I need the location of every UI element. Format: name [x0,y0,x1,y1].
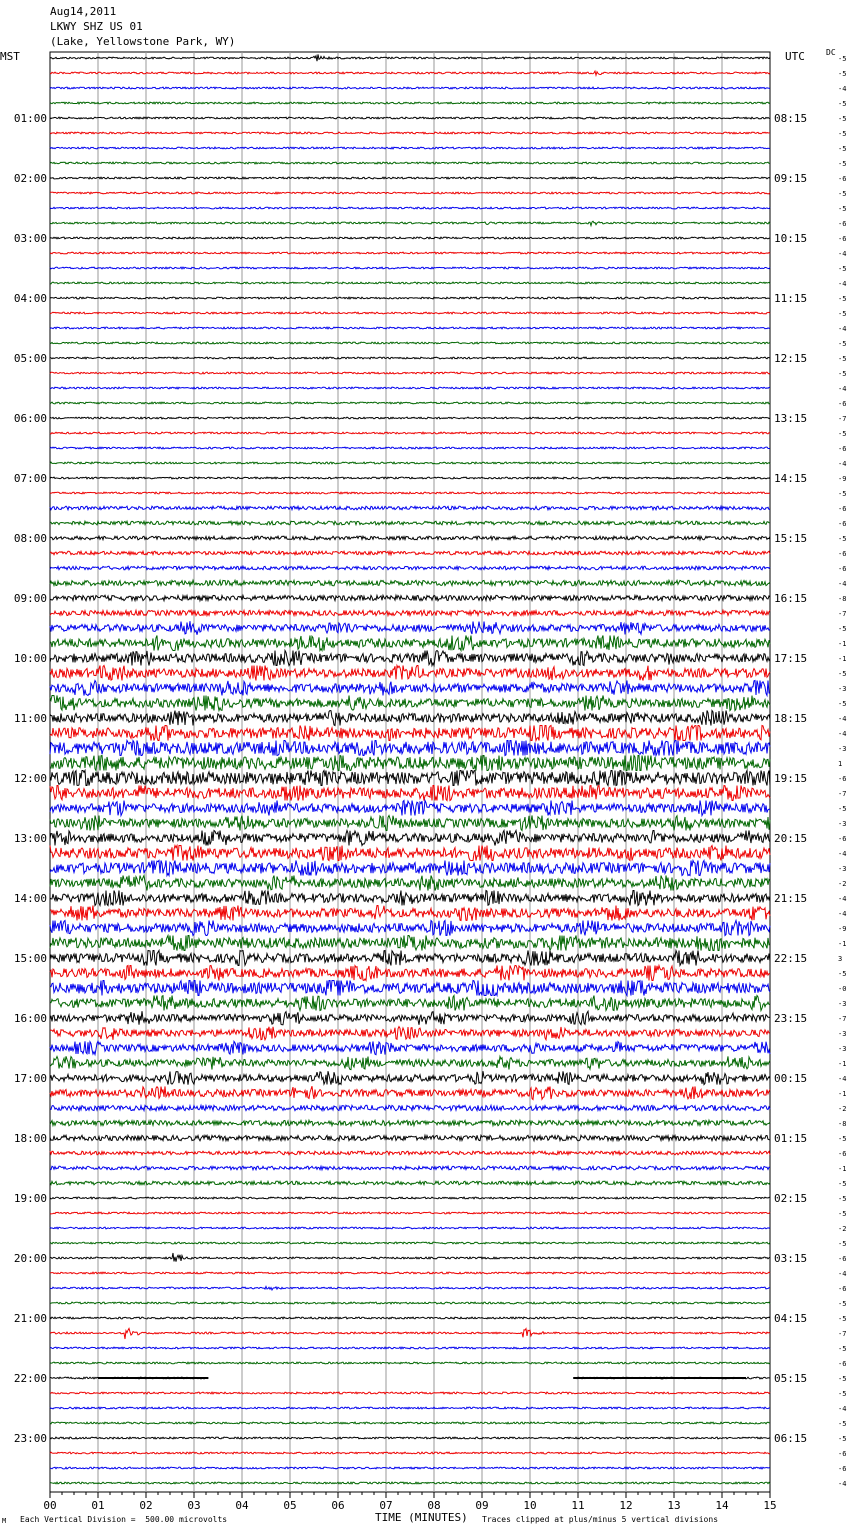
seismic-trace [50,1317,770,1319]
dc-offset-label: -6 [838,445,847,453]
utc-hour-label: 09:15 [774,172,808,185]
seismic-trace [50,801,770,816]
dc-offset-label: -6 [838,565,847,573]
dc-offset-label: -5 [838,265,847,273]
seismic-trace [50,1287,770,1291]
dc-offset-label: -1 [838,655,847,663]
utc-hour-label: 00:15 [774,1072,808,1085]
dc-offset-label: -3 [838,685,847,693]
seismic-trace [50,417,770,419]
seismic-trace [50,1120,770,1125]
dc-offset-label: -5 [838,700,847,708]
x-tick-label: 02 [139,1499,153,1512]
seismic-trace [50,492,770,494]
utc-axis-label: UTC [785,50,805,63]
mst-hour-label: 20:00 [13,1252,47,1265]
x-tick-label: 11 [571,1499,585,1512]
dc-offset-label: -4 [838,850,847,858]
dc-offset-label: -5 [838,1195,847,1203]
mst-hour-label: 16:00 [13,1012,47,1025]
utc-hour-label: 14:15 [774,472,808,485]
dc-offset-label: -5 [838,70,847,78]
dc-offset-label: -5 [838,1300,847,1308]
mst-hour-label: 07:00 [13,472,47,485]
seismic-trace [50,221,770,225]
dc-offset-label: -6 [838,1285,847,1293]
header-station: LKWY SHZ US 01 [50,20,143,33]
dc-offset-label: -5 [838,1240,847,1248]
seismic-trace [50,237,770,239]
dc-offset-label: -3 [838,1045,847,1053]
dc-offset-label: -1 [838,640,847,648]
x-tick-label: 00 [43,1499,57,1512]
seismic-trace [50,1253,770,1262]
seismic-trace [50,1347,770,1349]
dc-offset-label: -5 [838,805,847,813]
dc-offset-label: -7 [838,1330,847,1338]
dc-offset-label: -4 [838,250,847,258]
dc-offset-label: -1 [838,1060,847,1068]
dc-offset-label: -4 [838,910,847,918]
dc-label: DC [826,48,836,57]
seismic-trace [50,756,770,771]
dc-offset-label: -6 [838,520,847,528]
utc-hour-label: 23:15 [774,1012,808,1025]
seismic-trace [50,1056,770,1069]
seismic-trace [50,252,770,254]
dc-offset-label: -2 [838,1225,847,1233]
mst-hour-label: 06:00 [13,412,47,425]
utc-hour-label: 11:15 [774,292,808,305]
seismic-trace [50,327,770,329]
seismic-trace [50,551,770,555]
seismic-trace [50,1027,770,1040]
utc-hour-label: 13:15 [774,412,808,425]
mst-hour-label: 12:00 [13,772,47,785]
seismic-trace [50,580,770,585]
x-tick-label: 01 [91,1499,105,1512]
dc-offset-label: 3 [838,955,843,963]
dc-offset-label: -5 [838,1435,847,1443]
dc-offset-label: -4 [838,730,847,738]
dc-offset-label: -4 [838,385,847,393]
dc-offset-label: -5 [838,1390,847,1398]
dc-offset-label: -3 [838,745,847,753]
scale-note: Each Vertical Division = 500.00 microvolts [20,1515,228,1524]
dc-offset-label: -6 [838,220,847,228]
seismic-trace [50,711,770,726]
seismic-trace [50,1135,770,1140]
dc-offset-label: -6 [838,400,847,408]
utc-hour-label: 06:15 [774,1432,808,1445]
seismic-trace [50,1452,770,1454]
clip-note: Traces clipped at plus/minus 5 vertical divisions [482,1515,719,1524]
dc-offset-label: -4 [838,1480,847,1488]
dc-offset-label: -5 [838,625,847,633]
dc-offset-label: -4 [838,1075,847,1083]
dc-offset-label: -6 [838,835,847,843]
x-tick-label: 09 [475,1499,489,1512]
seismic-trace [50,1362,770,1364]
dc-offset-label: -4 [838,280,847,288]
seismic-trace [50,651,770,666]
dc-offset-label: -5 [838,55,847,63]
mst-hour-label: 19:00 [13,1192,47,1205]
dc-offset-label: -5 [838,1210,847,1218]
seismic-trace [50,831,770,846]
utc-hour-label: 20:15 [774,832,808,845]
seismic-trace [50,610,770,615]
seismic-trace [50,402,770,404]
x-tick-label: 04 [235,1499,249,1512]
seismic-trace [50,636,770,651]
dc-offset-label: -4 [838,325,847,333]
seismic-trace [50,621,770,635]
mst-hour-label: 05:00 [13,352,47,365]
utc-hour-label: 10:15 [774,232,808,245]
seismic-trace [50,906,770,921]
dc-offset-label: -3 [838,820,847,828]
dc-offset-label: -5 [838,295,847,303]
seismic-trace [50,54,770,61]
seismic-trace [50,1437,770,1439]
seismic-trace [50,297,770,299]
dc-offset-label: -5 [838,340,847,348]
seismic-trace [50,132,770,134]
mst-hour-label: 21:00 [13,1312,47,1325]
dc-offset-label: -4 [838,580,847,588]
seismic-trace [50,1242,770,1244]
dc-offset-label: -7 [838,790,847,798]
x-tick-label: 10 [523,1499,537,1512]
dc-offset-label: -5 [838,1420,847,1428]
utc-hour-label: 12:15 [774,352,808,365]
mst-hour-label: 13:00 [13,832,47,845]
dc-offset-label: -3 [838,865,847,873]
dc-offset-label: -4 [838,715,847,723]
seismic-trace [50,1166,770,1170]
header-location: (Lake, Yellowstone Park, WY) [50,35,236,48]
dc-offset-label: -4 [838,895,847,903]
mst-axis-label: MST [0,50,20,63]
dc-offset-label: -1 [838,1090,847,1098]
dc-offset-label: -8 [838,1120,847,1128]
seismic-trace [50,1181,770,1185]
x-tick-label: 15 [763,1499,777,1512]
seismic-trace [50,1105,770,1110]
seismic-trace [50,87,770,89]
seismic-trace [50,282,770,284]
seismic-trace [50,312,770,314]
x-tick-label: 05 [283,1499,297,1512]
seismic-trace [50,566,770,570]
dc-offset-label: -2 [838,880,847,888]
dc-offset-label: -5 [838,115,847,123]
seismic-trace [50,1328,770,1339]
seismic-trace [50,861,770,876]
seismic-trace [50,666,770,681]
utc-hour-label: 04:15 [774,1312,808,1325]
x-tick-label: 12 [619,1499,633,1512]
utc-hour-label: 03:15 [774,1252,808,1265]
x-tick-label: 14 [715,1499,729,1512]
utc-hour-label: 15:15 [774,532,808,545]
seismic-trace [50,147,770,149]
dc-offset-label: -8 [838,595,847,603]
seismic-trace [50,696,770,711]
seismic-trace [50,681,770,696]
seismic-trace [50,771,770,786]
dc-offset-label: -5 [838,145,847,153]
dc-offset-label: -5 [838,1345,847,1353]
seismic-trace [50,1302,770,1304]
seismic-trace [50,102,770,104]
seismic-trace [50,1086,770,1099]
seismic-trace [50,1467,770,1469]
dc-offset-label: -6 [838,1450,847,1458]
seismic-trace [50,521,770,525]
seismic-trace [50,432,770,434]
dc-offset-label: -1 [838,1165,847,1173]
dc-offset-label: -6 [838,505,847,513]
seismic-trace [50,1197,770,1199]
seismic-trace [50,342,770,344]
dc-offset-label: -9 [838,925,847,933]
seismic-trace [50,876,770,891]
dc-offset-label: -6 [838,550,847,558]
x-tick-label: 08 [427,1499,441,1512]
dc-offset-label: -3 [838,1030,847,1038]
seismic-trace [50,387,770,389]
seismic-trace [50,117,770,119]
dc-offset-label: -9 [838,475,847,483]
seismic-trace [50,891,770,906]
dc-offset-label: -5 [838,970,847,978]
dc-offset-label: -5 [838,1315,847,1323]
mst-hour-label: 14:00 [13,892,47,905]
dc-offset-label: -5 [838,1135,847,1143]
dc-offset-label: -5 [838,355,847,363]
header-date: Aug14,2011 [50,5,117,18]
dc-offset-label: -5 [838,535,847,543]
dc-offset-label: -1 [838,940,847,948]
mst-hour-label: 22:00 [13,1372,47,1385]
dc-offset-label: -6 [838,1255,847,1263]
seismic-trace [50,357,770,359]
seismic-trace [50,1392,770,1394]
seismic-trace [50,741,770,756]
dc-offset-label: -5 [838,160,847,168]
mst-hour-label: 08:00 [13,532,47,545]
mst-hour-label: 04:00 [13,292,47,305]
dc-offset-label: -5 [838,430,847,438]
dc-offset-label: -4 [838,460,847,468]
x-axis-label: TIME (MINUTES) [375,1511,468,1524]
dc-offset-label: -4 [838,85,847,93]
utc-hour-label: 08:15 [774,112,808,125]
seismic-trace [50,1407,770,1409]
seismic-trace [50,846,770,861]
dc-offset-label: -3 [838,1000,847,1008]
seismic-trace [50,477,770,479]
dc-offset-label: -4 [838,1405,847,1413]
utc-hour-label: 01:15 [774,1132,808,1145]
dc-offset-label: -7 [838,415,847,423]
seismic-trace [50,981,770,996]
mst-hour-label: 11:00 [13,712,47,725]
utc-hour-label: 05:15 [774,1372,808,1385]
mst-hour-label: 02:00 [13,172,47,185]
dc-offset-label: -5 [838,670,847,678]
seismic-trace [50,1227,770,1229]
seismic-trace [50,192,770,194]
seismic-trace [50,936,770,951]
seismic-trace [50,1482,770,1484]
seismic-trace [50,1041,770,1054]
dc-offset-label: -6 [838,235,847,243]
utc-hour-label: 19:15 [774,772,808,785]
mst-hour-label: 17:00 [13,1072,47,1085]
dc-offset-label: 1 [838,760,843,768]
seismic-trace [50,447,770,449]
dc-offset-label: -7 [838,610,847,618]
dc-offset-label: -7 [838,1015,847,1023]
seismic-trace [50,951,770,966]
seismic-trace [50,966,770,981]
dc-offset-label: -0 [838,985,847,993]
dc-offset-label: -5 [838,490,847,498]
seismic-trace [50,177,770,179]
dc-offset-label: -5 [838,1180,847,1188]
seismic-trace [50,921,770,936]
seismic-trace [50,372,770,374]
x-tick-label: 13 [667,1499,681,1512]
seismic-trace [50,1272,770,1274]
dc-offset-label: -5 [838,205,847,213]
dc-offset-label: -6 [838,175,847,183]
dc-offset-label: -5 [838,370,847,378]
utc-hour-label: 17:15 [774,652,808,665]
seismic-trace [50,267,770,269]
dc-offset-label: -6 [838,1360,847,1368]
seismic-trace [50,462,770,464]
x-tick-label: 03 [187,1499,201,1512]
seismic-trace [50,536,770,540]
seismic-trace [50,1071,770,1085]
seismic-trace [50,595,770,600]
utc-hour-label: 18:15 [774,712,808,725]
seismic-trace [50,1011,770,1025]
seismic-trace [50,1422,770,1424]
utc-hour-label: 16:15 [774,592,808,605]
utc-hour-label: 21:15 [774,892,808,905]
utc-hour-label: 22:15 [774,952,808,965]
mst-hour-label: 10:00 [13,652,47,665]
mst-hour-label: 15:00 [13,952,47,965]
dc-offset-label: -5 [838,1375,847,1383]
mst-hour-label: 03:00 [13,232,47,245]
dc-offset-label: -2 [838,1105,847,1113]
mst-hour-label: 23:00 [13,1432,47,1445]
dc-offset-label: -6 [838,1150,847,1158]
utc-hour-label: 02:15 [774,1192,808,1205]
dc-offset-label: -5 [838,310,847,318]
seismic-trace [50,786,770,801]
seismic-trace [50,1212,770,1214]
seismic-trace [50,816,770,831]
seismic-trace [50,506,770,510]
dc-offset-label: -5 [838,130,847,138]
x-tick-label: 06 [331,1499,345,1512]
seismic-trace [50,162,770,164]
dc-offset-label: -5 [838,190,847,198]
footer-mark: M [2,1517,7,1525]
seismic-trace [50,207,770,209]
dc-offset-label: -6 [838,775,847,783]
mst-hour-label: 18:00 [13,1132,47,1145]
x-tick-label: 07 [379,1499,393,1512]
dc-offset-label: -4 [838,1270,847,1278]
mst-hour-label: 01:00 [13,112,47,125]
mst-hour-label: 09:00 [13,592,47,605]
dc-offset-label: -5 [838,100,847,108]
seismic-trace [50,726,770,741]
seismic-trace [50,996,770,1011]
seismic-trace [50,1151,770,1155]
seismic-trace [50,71,770,75]
dc-offset-label: -6 [838,1465,847,1473]
